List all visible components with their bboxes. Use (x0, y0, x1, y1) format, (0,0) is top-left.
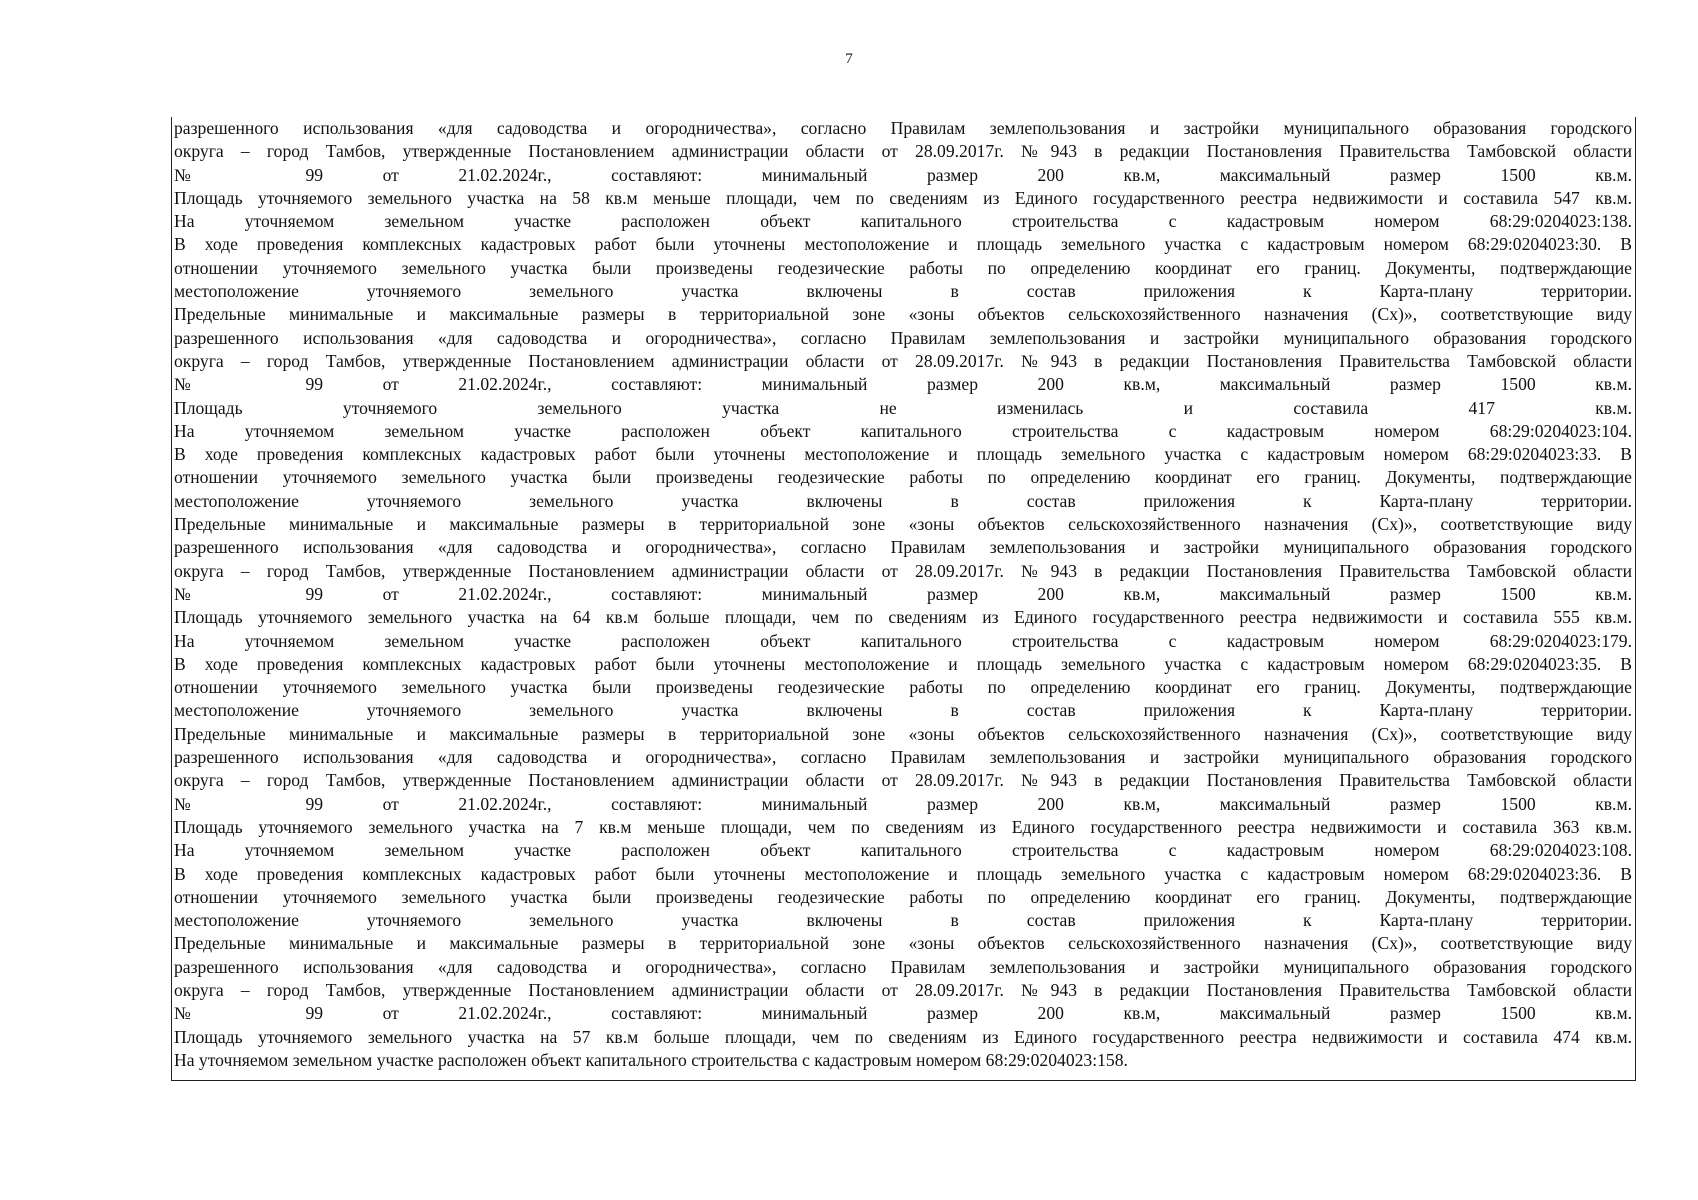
text-line: местоположение уточняемого земельного участка включены в состав приложения к Карта-плану территории. (174, 700, 1632, 721)
text-line: округа – город Тамбов, утвержденные Постановлением администрации области от 28.09.2017г. №943 в редакции Постановления Правительства Тамбовской области (174, 350, 1632, 371)
text-line: В ходе проведения комплексных кадастровых работ были уточнены местоположение и площадь земельного участка с кадастровым номером 68:29:0204023:33. В (174, 444, 1632, 465)
text-line: На уточняемом земельном участке расположен объект капитального строительства с кадастровым номером 68:29:0204023:158. (174, 1049, 1128, 1070)
text-line: На уточняемом земельном участке расположен объект капитального строительства с кадастровым номером 68:29:0204023:104. (174, 420, 1632, 441)
text-line: разрешенного использования «для садоводства и огородничества», согласно Правилам землепользования и застройки муниципального образования городского (174, 118, 1632, 138)
text-line: отношении уточняемого земельного участка были произведены геодезические работы по определению координат его границ. Документы, подтверждающие (174, 886, 1632, 907)
text-line: Площадь уточняемого земельного участка на 64 кв.м больше площади, чем по сведениям из Единого государственного реестра недвижимости и составила 555 кв.м. (174, 607, 1632, 628)
text-line: На уточняемом земельном участке расположен объект капитального строительства с кадастровым номером 68:29:0204023:179. (174, 630, 1632, 651)
text-line: Предельные минимальные и максимальные размеры в территориальной зоне «зоны объектов сельскохозяйственного назначения (Сх)», соответствующие виду (174, 933, 1632, 954)
text-line: разрешенного использования «для садоводства и огородничества», согласно Правилам землепользования и застройки муниципального образования городского (174, 956, 1632, 977)
text-line: местоположение уточняемого земельного участка включены в состав приложения к Карта-плану территории. (174, 910, 1632, 931)
text-line: округа – город Тамбов, утвержденные Постановлением администрации области от 28.09.2017г. №943 в редакции Постановления Правительства Тамбовской области (174, 141, 1632, 162)
text-line: округа – город Тамбов, утвержденные Постановлением администрации области от 28.09.2017г. №943 в редакции Постановления Правительства Тамбовской области (174, 770, 1632, 791)
text-line: № 99 от 21.02.2024г., составляют: минимальный размер 200 кв.м, максимальный размер 1500 кв.м. (174, 164, 1632, 185)
text-line: местоположение уточняемого земельного участка включены в состав приложения к Карта-плану территории. (174, 490, 1632, 511)
text-line: разрешенного использования «для садоводства и огородничества», согласно Правилам землепользования и застройки муниципального образования городского (174, 327, 1632, 348)
document-text-block (171, 117, 1636, 1081)
text-line: № 99 от 21.02.2024г., составляют: минимальный размер 200 кв.м, максимальный размер 1500 кв.м. (174, 583, 1632, 604)
text-line: Предельные минимальные и максимальные размеры в территориальной зоне «зоны объектов сельскохозяйственного назначения (Сх)», соответствующие виду (174, 723, 1632, 744)
text-line: В ходе проведения комплексных кадастровых работ были уточнены местоположение и площадь земельного участка с кадастровым номером 68:29:0204023:30. В (174, 234, 1632, 255)
text-line: Предельные минимальные и максимальные размеры в территориальной зоне «зоны объектов сельскохозяйственного назначения (Сх)», соответствующие виду (174, 514, 1632, 535)
text-line: Площадь уточняемого земельного участка на 7 кв.м меньше площади, чем по сведениям из Единого государственного реестра недвижимости и составила 363 кв.м. (174, 816, 1632, 837)
text-line: Площадь уточняемого земельного участка не изменилась и составила 417 кв.м. (174, 397, 1632, 418)
text-line: № 99 от 21.02.2024г., составляют: минимальный размер 200 кв.м, максимальный размер 1500 кв.м. (174, 793, 1632, 814)
text-line: разрешенного использования «для садоводства и огородничества», согласно Правилам землепользования и застройки муниципального образования городского (174, 537, 1632, 558)
text-line: Площадь уточняемого земельного участка на 58 кв.м меньше площади, чем по сведениям из Единого государственного реестра недвижимости и составила 547 кв.м. (174, 187, 1632, 208)
text-line: отношении уточняемого земельного участка были произведены геодезические работы по определению координат его границ. Документы, подтверждающие (174, 677, 1632, 698)
text-line: В ходе проведения комплексных кадастровых работ были уточнены местоположение и площадь земельного участка с кадастровым номером 68:29:0204023:36. В (174, 863, 1632, 884)
text-line: разрешенного использования «для садоводства и огородничества», согласно Правилам землепользования и застройки муниципального образования городского (174, 747, 1632, 768)
text-line: округа – город Тамбов, утвержденные Постановлением администрации области от 28.09.2017г. №943 в редакции Постановления Правительства Тамбовской области (174, 979, 1632, 1000)
text-line: округа – город Тамбов, утвержденные Постановлением администрации области от 28.09.2017г. №943 в редакции Постановления Правительства Тамбовской области (174, 560, 1632, 581)
text-line: Предельные минимальные и максимальные размеры в территориальной зоне «зоны объектов сельскохозяйственного назначения (Сх)», соответствующие виду (174, 304, 1632, 325)
text-line: На уточняемом земельном участке расположен объект капитального строительства с кадастровым номером 68:29:0204023:138. (174, 211, 1632, 232)
text-line: № 99 от 21.02.2024г., составляют: минимальный размер 200 кв.м, максимальный размер 1500 кв.м. (174, 374, 1632, 395)
text-line: На уточняемом земельном участке расположен объект капитального строительства с кадастровым номером 68:29:0204023:108. (174, 840, 1632, 861)
text-line: № 99 от 21.02.2024г., составляют: минимальный размер 200 кв.м, максимальный размер 1500 кв.м. (174, 1003, 1632, 1024)
text-line: отношении уточняемого земельного участка были произведены геодезические работы по определению координат его границ. Документы, подтверждающие (174, 257, 1632, 278)
text-line: Площадь уточняемого земельного участка на 57 кв.м больше площади, чем по сведениям из Единого государственного реестра недвижимости и составила 474 кв.м. (174, 1026, 1632, 1047)
text-line: В ходе проведения комплексных кадастровых работ были уточнены местоположение и площадь земельного участка с кадастровым номером 68:29:0204023:35. В (174, 653, 1632, 674)
text-line: отношении уточняемого земельного участка были произведены геодезические работы по определению координат его границ. Документы, подтверждающие (174, 467, 1632, 488)
text-line: местоположение уточняемого земельного участка включены в состав приложения к Карта-плану территории. (174, 281, 1632, 302)
page-number: 7 (845, 51, 853, 67)
